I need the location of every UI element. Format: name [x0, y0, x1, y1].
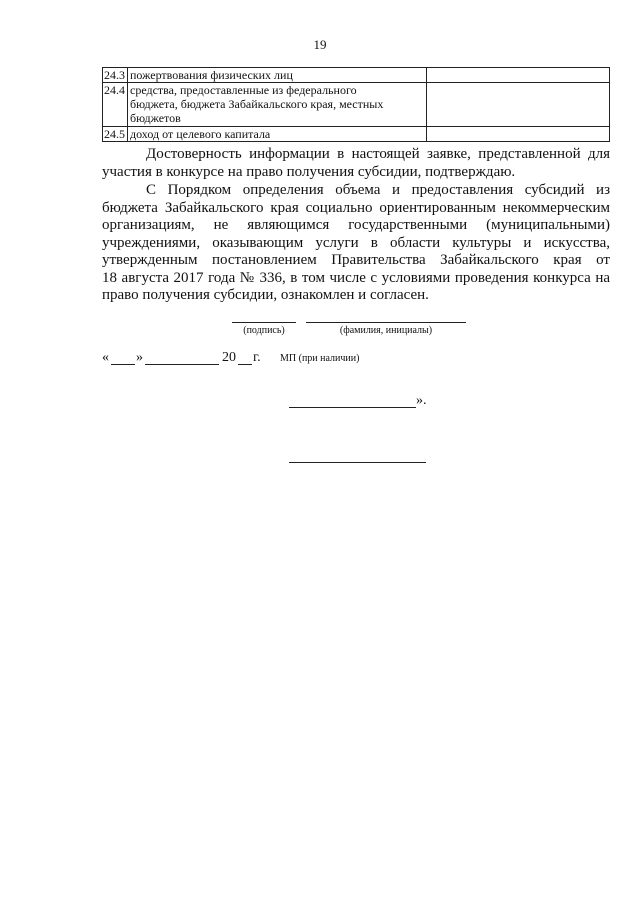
- procedure-paragraph: [102, 182, 610, 305]
- date-open-quote: «: [102, 350, 109, 365]
- year-prefix: 20: [222, 350, 236, 365]
- table-row: [103, 68, 610, 83]
- row-number: 24.5: [103, 127, 128, 142]
- table-row: [103, 127, 610, 142]
- signature-line: [232, 322, 296, 323]
- confirmation-paragraph: [102, 146, 610, 181]
- stamp-text: МП (при наличии): [280, 353, 360, 364]
- paragraph-line: бюджета Забайкальского края социально ориентированным некоммерческим: [102, 199, 610, 216]
- day-blank: [111, 364, 135, 365]
- paragraph-line: утвержденным постановлением Правительства Забайкальского края от: [102, 252, 610, 268]
- paragraph-line: право получения субсидии, ознакомлен и согласен.: [102, 287, 429, 303]
- funding-sources-table: [102, 67, 610, 142]
- row-value: [427, 127, 610, 142]
- month-blank: [145, 364, 219, 365]
- row-description: доход от целевого капитала: [128, 127, 427, 142]
- paragraph-line: С Порядком определения объема и предоставления субсидий из: [146, 182, 610, 198]
- date-close-quote: »: [136, 350, 143, 365]
- date-line: [102, 350, 502, 370]
- row-number: 24.3: [103, 68, 128, 83]
- row-value: [427, 83, 610, 127]
- paragraph-line: организациям, не являющимся государственными (муниципальными): [102, 217, 610, 233]
- name-line: [306, 322, 466, 323]
- row-description: пожертвования физических лиц: [128, 68, 427, 83]
- page-number: 19: [313, 37, 327, 52]
- paragraph-line: 18 августа 2017 года № 336, в том числе с условиями проведения конкурса на: [102, 269, 610, 286]
- row-number: 24.4: [103, 83, 128, 127]
- name-caption: (фамилия, инициалы): [339, 325, 433, 336]
- paragraph-line: участия в конкурсе на право получения субсидии, подтверждаю.: [102, 163, 516, 180]
- year-suffix: г.: [253, 350, 261, 365]
- row-value: [427, 68, 610, 83]
- signature-caption: (подпись): [243, 325, 285, 336]
- table-row: [103, 83, 610, 127]
- year-blank: [238, 364, 252, 365]
- row-description: средства, предоставленные из федерального бюджета, бюджета Забайкальского края, местных бюджетов: [128, 83, 427, 127]
- closing-mark: ».: [416, 393, 427, 408]
- paragraph-line: учреждениями, оказывающим услуги в области культуры и искусства,: [102, 234, 610, 251]
- closing-line: [289, 407, 416, 408]
- bottom-line: [289, 462, 426, 463]
- paragraph-line: Достоверность информации в настоящей заявке, представленной для: [146, 146, 610, 162]
